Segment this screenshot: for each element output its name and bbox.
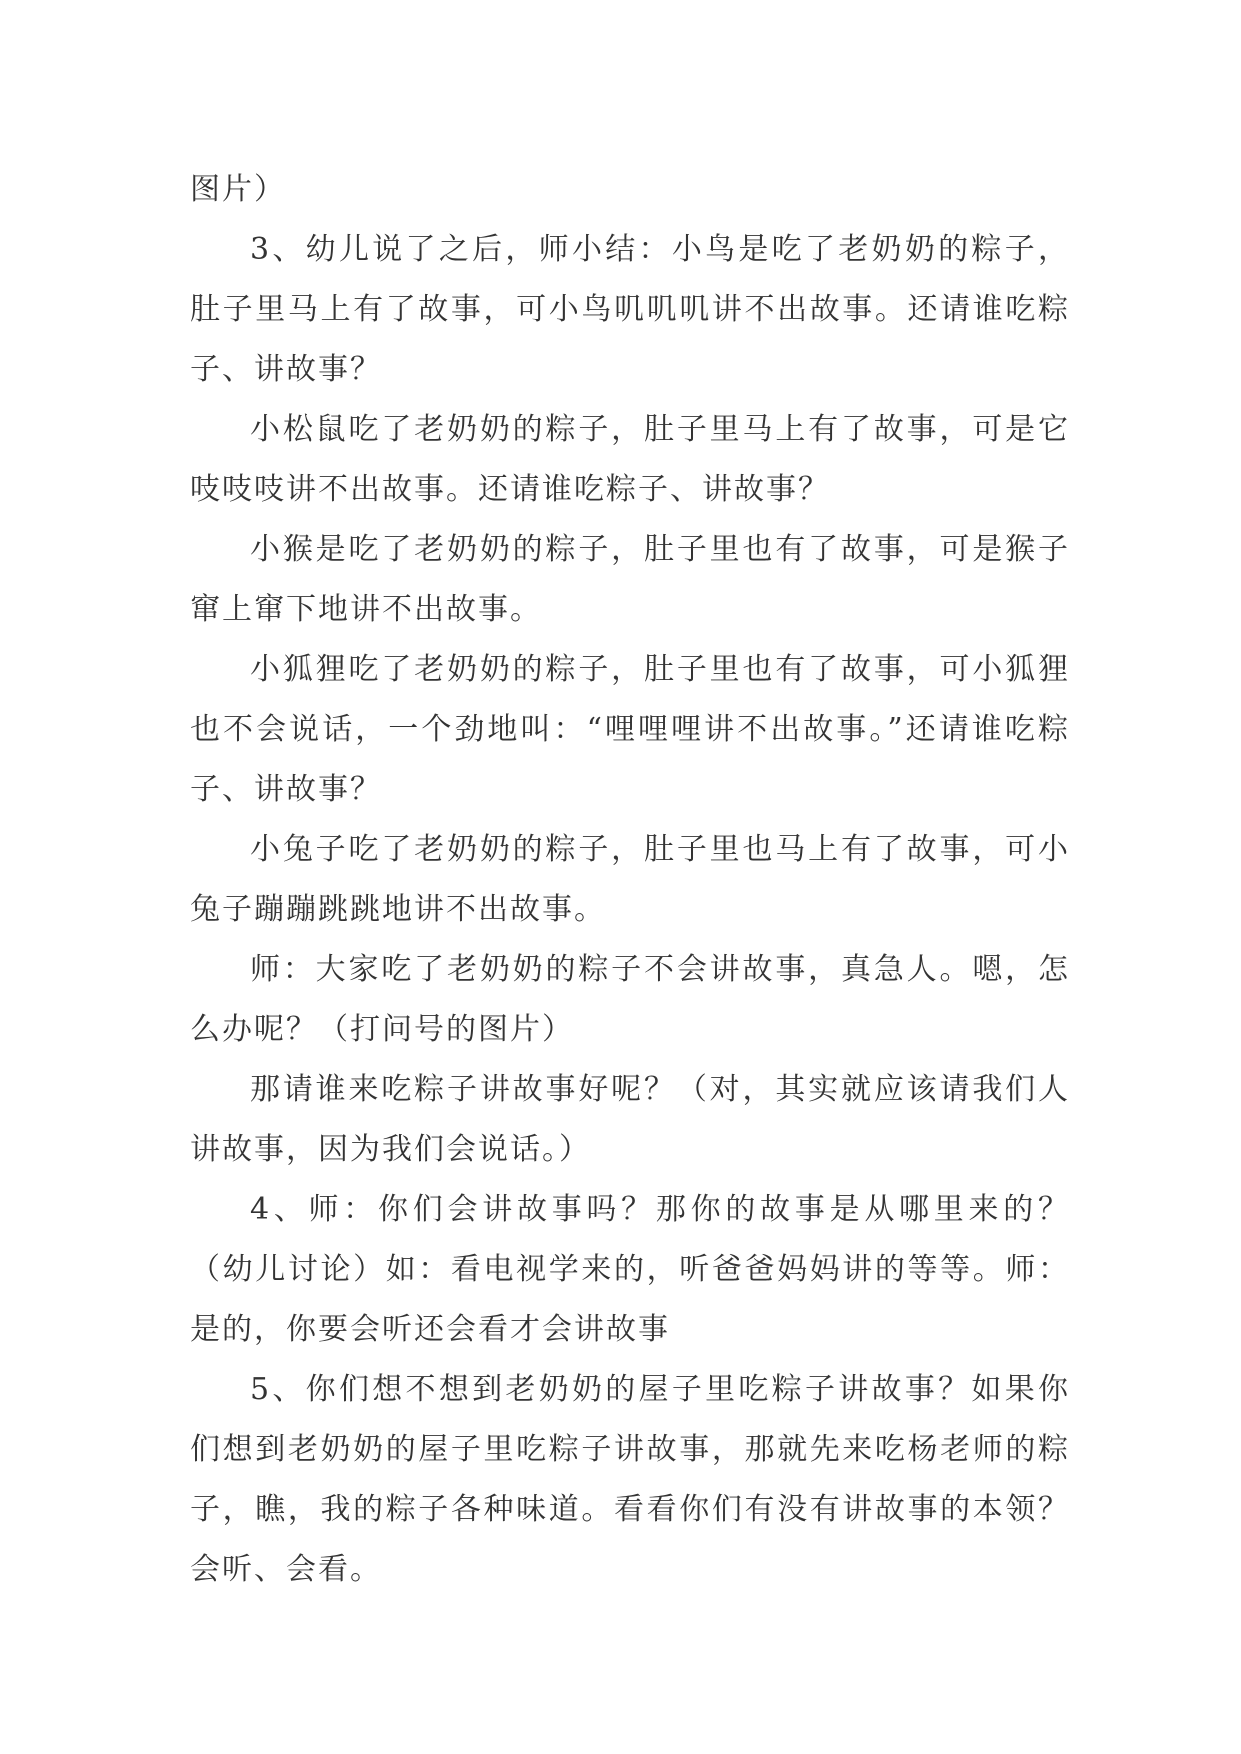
paragraph-2: 小松鼠吃了老奶奶的粽子，肚子里马上有了故事，可是它吱吱吱讲不出故事。还请谁吃粽子、讲故事？ [190, 412, 1070, 507]
paragraph-8: 4、师：你们会讲故事吗？那你的故事是从哪里来的？（幼儿讨论）如：看电视学来的，听爸爸妈妈讲的等等。师：是的，你要会听还会看才会讲故事 [190, 1192, 1070, 1347]
document-body [190, 160, 1070, 1600]
paragraph-9: 5、你们想不想到老奶奶的屋子里吃粽子讲故事？如果你们想到老奶奶的屋子里吃粽子讲故事，那就先来吃杨老师的粽子，瞧，我的粽子各种味道。看看你们有没有讲故事的本领？会听、会看。 [190, 1372, 1070, 1587]
paragraph-0: 图片） [190, 172, 286, 207]
paragraph-4: 小狐狸吃了老奶奶的粽子，肚子里也有了故事，可小狐狸也不会说话，一个劲地叫：“哩哩哩讲不出故事。”还请谁吃粽子、讲故事？ [190, 652, 1070, 807]
paragraph-5: 小兔子吃了老奶奶的粽子，肚子里也马上有了故事，可小兔子蹦蹦跳跳地讲不出故事。 [190, 832, 1070, 927]
paragraph-7: 那请谁来吃粽子讲故事好呢？（对，其实就应该请我们人讲故事，因为我们会说话。） [190, 1072, 1070, 1167]
paragraph-1: 3、幼儿说了之后，师小结：小鸟是吃了老奶奶的粽子，肚子里马上有了故事，可小鸟叽叽叽讲不出故事。还请谁吃粽子、讲故事？ [190, 232, 1070, 387]
paragraph-6: 师：大家吃了老奶奶的粽子不会讲故事，真急人。嗯，怎么办呢？（打问号的图片） [190, 952, 1070, 1047]
paragraph-3: 小猴是吃了老奶奶的粽子，肚子里也有了故事，可是猴子窜上窜下地讲不出故事。 [190, 532, 1070, 627]
